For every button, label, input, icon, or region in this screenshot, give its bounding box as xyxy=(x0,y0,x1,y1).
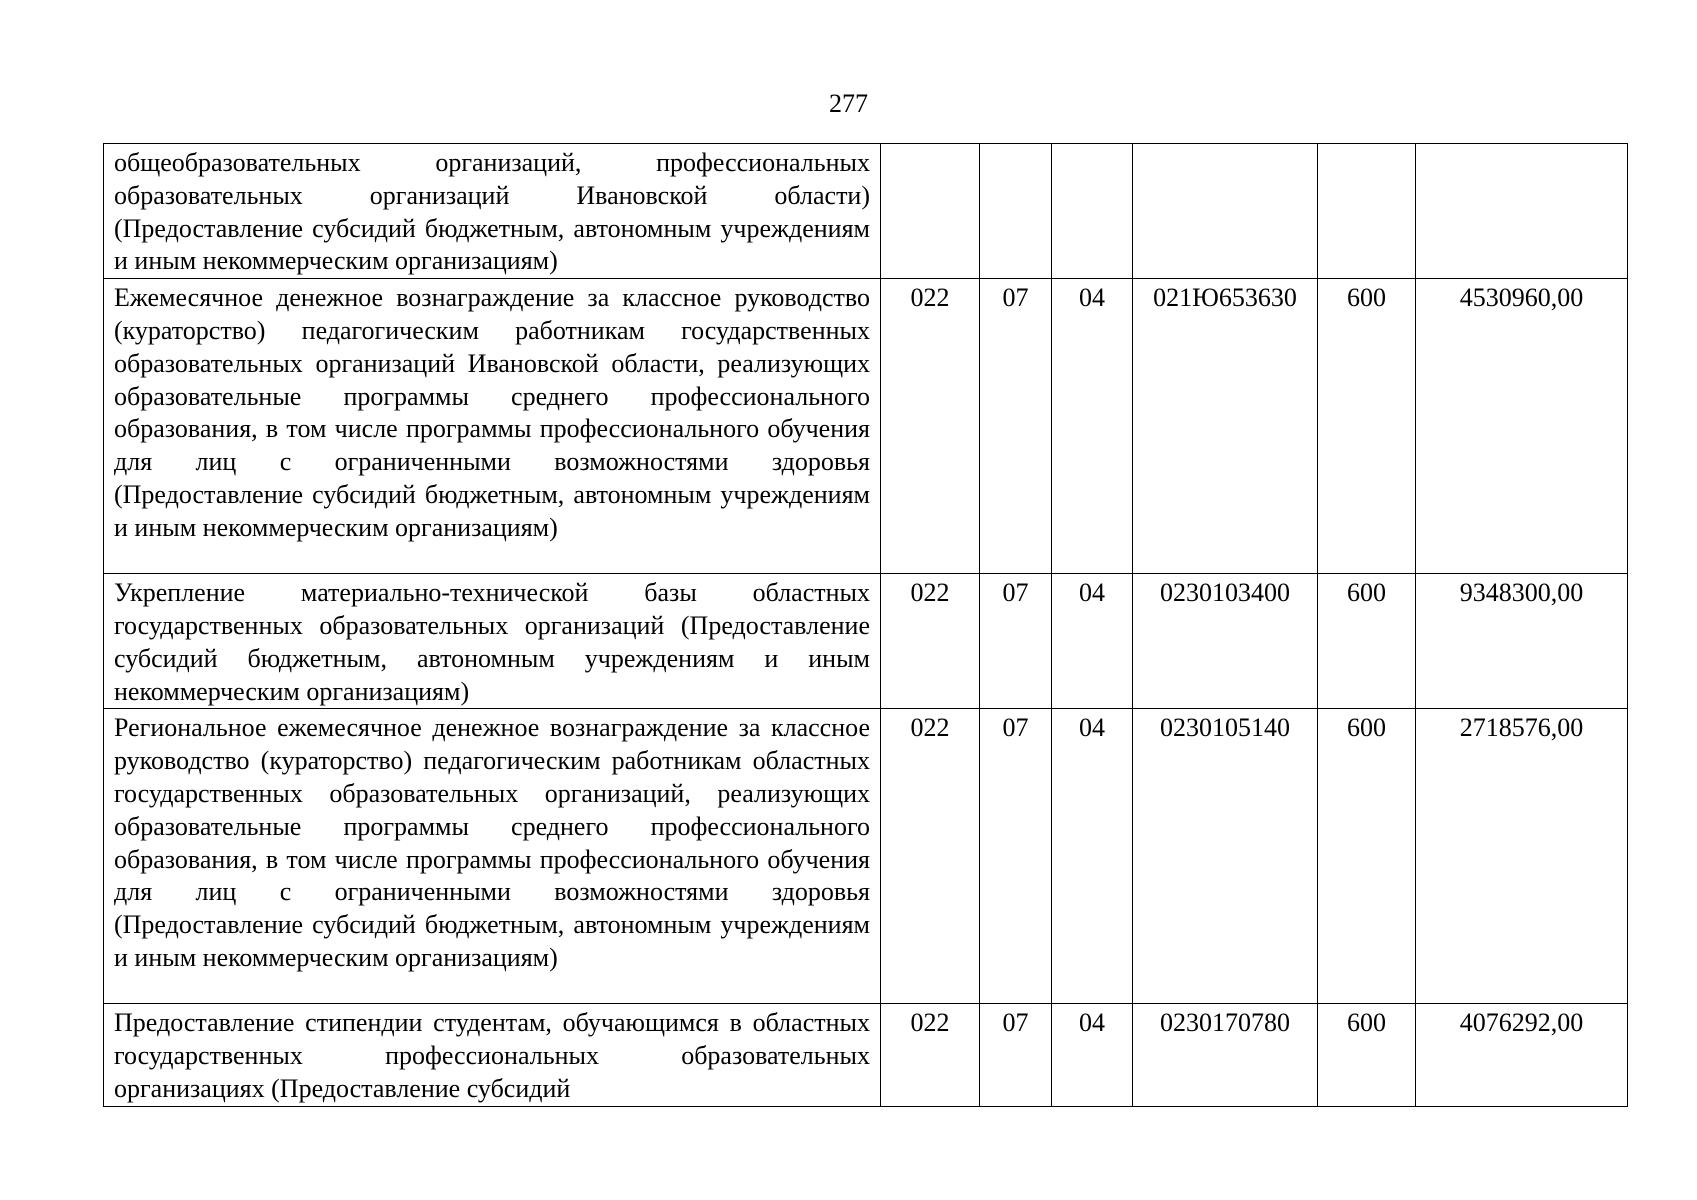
amount: 9348300,00 xyxy=(1416,574,1628,709)
amount: 4076292,00 xyxy=(1416,1004,1628,1106)
target-article-code: 0230103400 xyxy=(1133,574,1318,709)
target-article-code: 0230170780 xyxy=(1133,1004,1318,1106)
page-number: 277 xyxy=(829,89,868,118)
budget-allocation-table xyxy=(103,143,1628,1107)
section-code: 07 xyxy=(980,574,1052,709)
expense-description: Региональное ежемесячное денежное вознаграждение за классное руководство (кураторство) педагогическим работникам областных государственных образовательных организаций, реализующих образовательные программы среднего профессионального образования, в том числе программы профессионального обучения для лиц с ограниченными возможностями здоровья (Предоставление субсидий бюджетным, автономным учреждениям и иным некоммерческим организациям) xyxy=(104,709,881,1004)
expense-description: Укрепление материально-технической базы областных государственных образовательных организаций (Предоставление субсидий бюджетным, автономным учреждениям и иным некоммерческим организациям) xyxy=(104,574,881,709)
expense-type-code: 600 xyxy=(1318,709,1416,1004)
amount: 2718576,00 xyxy=(1416,709,1628,1004)
expense-type-code xyxy=(1318,144,1416,279)
ministry-code: 022 xyxy=(881,1004,980,1106)
subsection-code xyxy=(1052,144,1133,279)
target-article-code: 0230105140 xyxy=(1133,709,1318,1004)
subsection-code: 04 xyxy=(1052,279,1133,574)
ministry-code: 022 xyxy=(881,574,980,709)
ministry-code: 022 xyxy=(881,709,980,1004)
subsection-code: 04 xyxy=(1052,574,1133,709)
ministry-code: 022 xyxy=(881,279,980,574)
expense-description: Предоставление стипендии студентам, обучающимся в областных государственных профессиональных образовательных организациях (Предоставление субсидий xyxy=(104,1004,881,1106)
table-row xyxy=(104,709,1628,1004)
expense-type-code: 600 xyxy=(1318,1004,1416,1106)
section-code: 07 xyxy=(980,709,1052,1004)
subsection-code: 04 xyxy=(1052,709,1133,1004)
subsection-code: 04 xyxy=(1052,1004,1133,1106)
table-row xyxy=(104,144,1628,279)
section-code xyxy=(980,144,1052,279)
table-row xyxy=(104,574,1628,709)
amount xyxy=(1416,144,1628,279)
expense-type-code: 600 xyxy=(1318,279,1416,574)
expense-type-code: 600 xyxy=(1318,574,1416,709)
expense-description: Ежемесячное денежное вознаграждение за классное руководство (кураторство) педагогическим работникам государственных образовательных организаций Ивановской области, реализующих образовательные программы среднего профессионального образования, в том числе программы профессионального обучения для лиц с ограниченными возможностями здоровья (Предоставление субсидий бюджетным, автономным учреждениям и иным некоммерческим организациям) xyxy=(104,279,881,574)
target-article-code: 021Ю653630 xyxy=(1133,279,1318,574)
expense-description: общеобразовательных организаций, профессиональных образовательных организаций Ивановской области) (Предоставление субсидий бюджетным, автономным учреждениям и иным некоммерческим организациям) xyxy=(104,144,881,279)
table-row xyxy=(104,279,1628,574)
section-code: 07 xyxy=(980,279,1052,574)
amount: 4530960,00 xyxy=(1416,279,1628,574)
table-row xyxy=(104,1004,1628,1106)
ministry-code xyxy=(881,144,980,279)
section-code: 07 xyxy=(980,1004,1052,1106)
target-article-code xyxy=(1133,144,1318,279)
